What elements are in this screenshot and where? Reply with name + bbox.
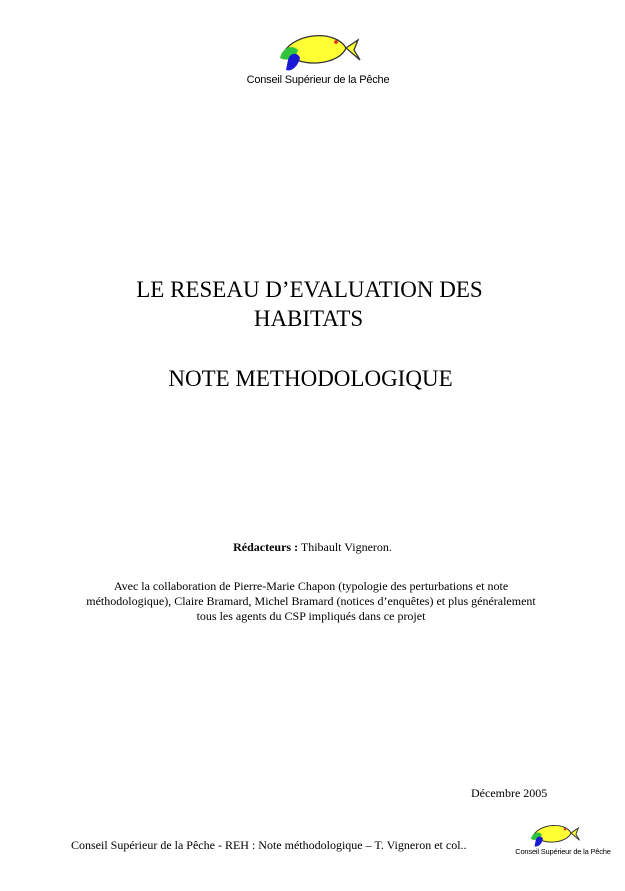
fish-logo-icon bbox=[274, 30, 362, 76]
collaboration-line-3: tous les agents du CSP impliqués dans ce projet bbox=[196, 609, 426, 623]
document-title-line-1: LE RESEAU D’EVALUATION DES bbox=[136, 277, 483, 302]
footer-text: Conseil Supérieur de la Pêche - REH : Note méthodologique – T. Vigneron et col.. bbox=[71, 838, 467, 852]
collaboration-line-2: méthodologique), Claire Bramard, Michel Bramard (notices d’enquêtes) et plus généralement bbox=[86, 594, 536, 608]
authors-label: Rédacteurs : bbox=[233, 540, 299, 554]
collaboration-line-1: Avec la collaboration de Pierre-Marie Chapon (typologie des perturbations et note bbox=[113, 579, 509, 593]
document-subtitle: NOTE METHODOLOGIQUE bbox=[168, 366, 453, 391]
fish-logo-icon bbox=[526, 822, 582, 850]
authors-names: Thibault Vigneron. bbox=[300, 540, 392, 554]
header-logo bbox=[238, 30, 398, 90]
footer-logo-text: Conseil Supérieur de la Pêche bbox=[515, 847, 611, 856]
footer-logo bbox=[508, 822, 618, 862]
authors-line bbox=[0, 540, 625, 555]
publication-date: Décembre 2005 bbox=[471, 786, 548, 800]
logo-organization-text: Conseil Supérieur de la Pêche bbox=[246, 74, 390, 86]
collaboration-paragraph bbox=[58, 579, 564, 624]
document-title-line-2: HABITATS bbox=[253, 306, 364, 331]
